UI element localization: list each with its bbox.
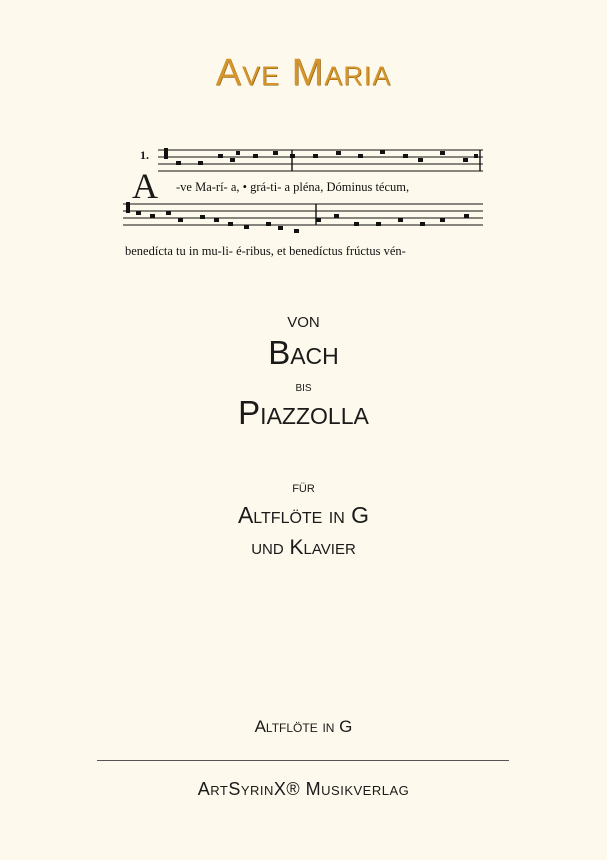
instrumentation-fuer: für	[292, 479, 315, 496]
chant-lyrics-line-1: -ve Ma-rí- a, • grá-ti- a pléna, Dóminus técum,	[176, 180, 410, 194]
divider	[97, 760, 509, 761]
chant-excerpt	[118, 130, 488, 270]
part-name: Altflöte in G	[254, 717, 353, 736]
chant-lyrics-line-2: benedícta tu in mu-li- é-ribus, et benedíctus frúctus vén-	[125, 244, 406, 258]
composer-bach: Bach	[268, 334, 339, 371]
composer-piazzolla: Piazzolla	[238, 394, 369, 431]
instrumentation-altfloete: Altflöte in G	[237, 502, 370, 528]
instrumentation-klavier: und Klavier	[251, 536, 356, 559]
publisher-name: ArtSyrinX® Musikverlag	[197, 779, 410, 799]
chant-number: 1.	[140, 148, 149, 162]
subtitle-bis: bis	[295, 378, 312, 394]
page-title: Ave Maria	[215, 52, 392, 94]
chant-initial: A	[132, 166, 158, 206]
subtitle-von: von	[287, 307, 320, 332]
